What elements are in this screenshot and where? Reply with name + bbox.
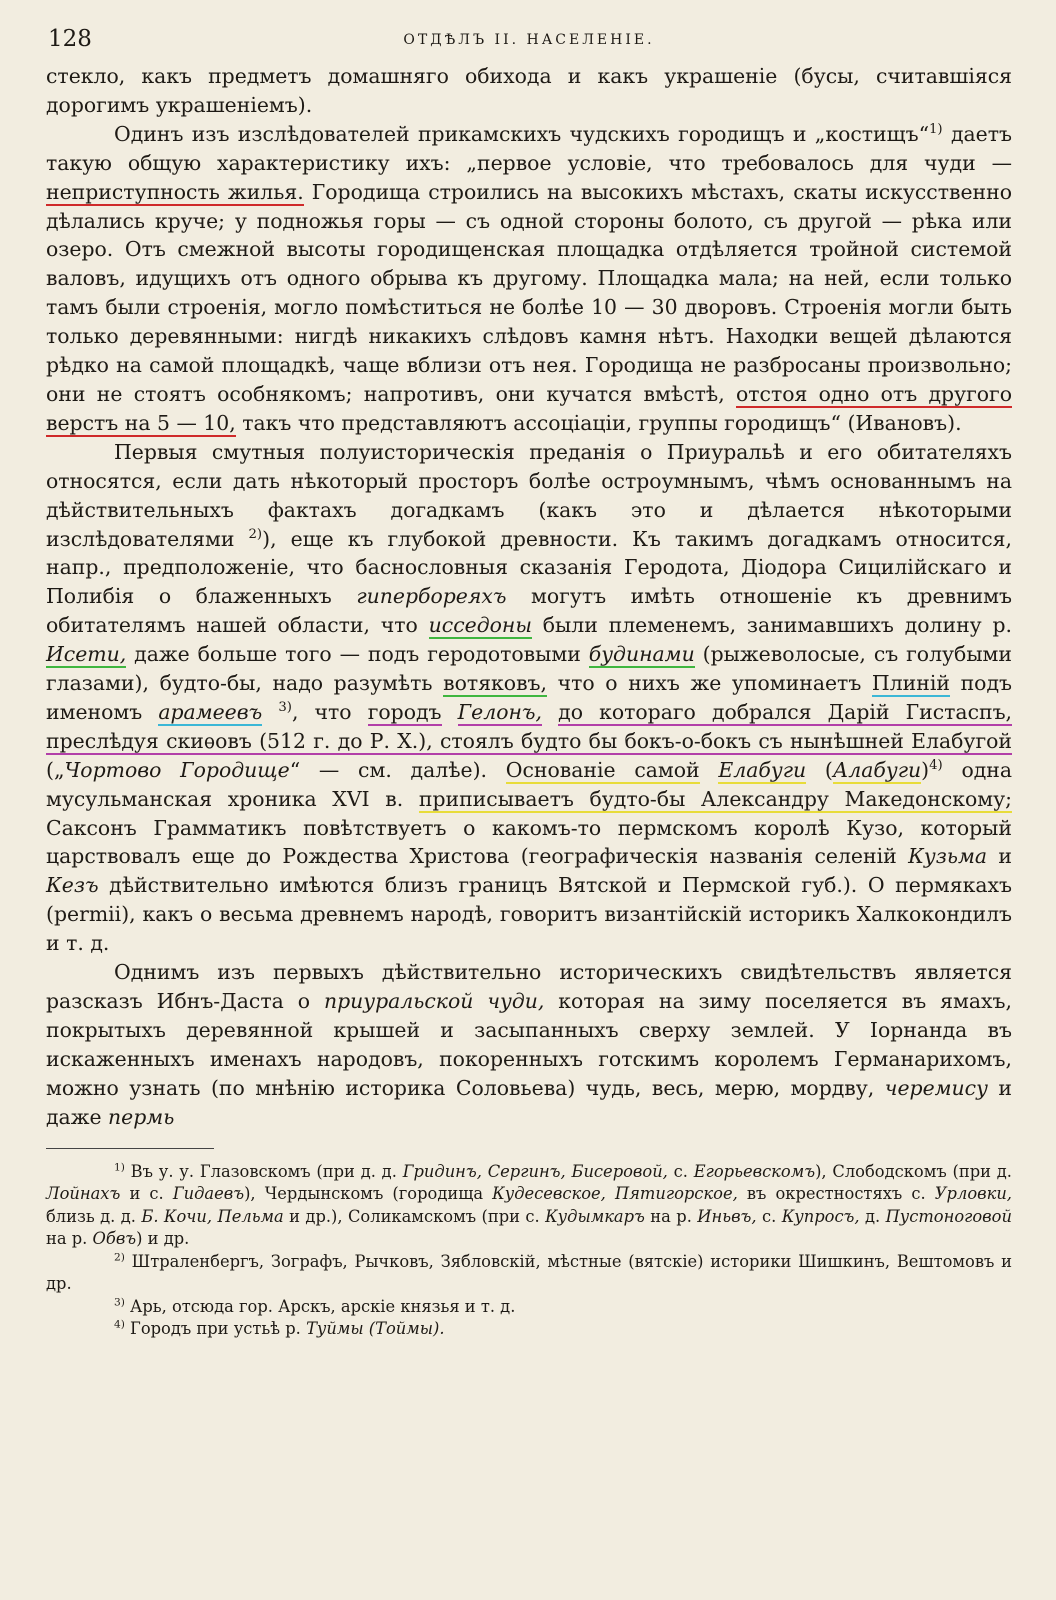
text-run: ) и др. [136, 1229, 190, 1249]
footnote-ref: 1) [929, 122, 943, 138]
footnote-3 [46, 1296, 1012, 1319]
text-run: Арь, отсюда гор. Арскъ, арскіе князья и т. д. [124, 1296, 516, 1316]
blue-underline: Плиній [871, 671, 950, 696]
text-run: на р. [644, 1206, 692, 1226]
text-run: ), еще къ глубокой древности. Къ такимъ догадкамъ относится, напр., предположеніе, что баснословныя сказанія Геродота, Діодора Сицилійскаго и Полибія о блаженныхъ [46, 526, 1012, 609]
running-head: ОТДѢЛЪ II. НАСЕЛЕНІЕ. [403, 32, 655, 48]
text-run: Саксонъ Грамматикъ повѣтствуетъ о какомъ-то пермскомъ королѣ Кузо, который царствовалъ еще до Рождества Христова (географическія названія селеній [46, 815, 1012, 869]
text-run: Городища строились на высокихъ мѣстахъ, скаты искусственно дѣлались круче; у подножья горы — съ одной стороны болото, съ другой — рѣка или озеро. Отъ смежной высоты городищенская площадка отдѣляется тройной системой валовъ, идущихъ отъ одного обрыва къ другому. Площадка мала; на ней, если только тамъ были строенія, могло помѣститься не болѣе 10 — 30 дворовъ. Строенія могли быть только деревянными: нигдѣ никакихъ слѣдовъ камня нѣтъ. Находки вещей дѣлаются рѣдко на самой площадкѣ, чаще вблизи отъ нея. Городища не разбросаны произвольно; они не стоятъ особнякомъ; напротивъ, они кучатся вмѣстѣ, [46, 179, 1012, 406]
red-underline: отстоя одно отъ другого верстъ на 5 — 10, [46, 381, 1012, 435]
green-underline: Исети, [46, 642, 127, 667]
text-run: одна мусульманская хроника XVI в. [46, 757, 1013, 811]
footnotes [46, 1161, 1012, 1341]
text-run: с. [667, 1161, 688, 1181]
text-run: (рыжеволосые, съ голубыми глазами), будто-бы, надо разумѣть [46, 642, 1012, 696]
text-run: Городъ при устьѣ р. [124, 1319, 301, 1339]
text-run: ) [921, 757, 930, 782]
text-run: д. [859, 1206, 881, 1226]
body-text [46, 62, 1012, 1132]
italic-term: Гидаевъ [172, 1184, 245, 1204]
footnote-4 [46, 1318, 1012, 1341]
footnote-divider [46, 1148, 214, 1149]
text-run: ), Слободскомъ (при д. [815, 1161, 1012, 1181]
italic-term: черемису [884, 1075, 988, 1100]
text-run: были племенемъ, занимавшихъ долину р. [531, 613, 1013, 638]
text-run: и [987, 844, 1012, 869]
text-run: могутъ имѣть отношеніе къ древнимъ обитателямъ нашей области, что [46, 584, 1012, 638]
italic-term: Кудымкаръ [545, 1206, 645, 1226]
text-run: даже больше того — подъ геродотовыми [126, 642, 581, 667]
text-run: ), Чердынскомъ (городища [244, 1184, 484, 1204]
text-run: и даже [46, 1075, 1013, 1129]
footnote-ref: 2) [248, 526, 263, 542]
paragraph-1: стекло, какъ предметъ домашняго обихода и какъ украшеніе (бусы, считавшіяся дорогимъ украшеніемъ). [46, 64, 1012, 117]
italic-term: пермь [108, 1104, 175, 1129]
text-run: ( [806, 757, 833, 782]
footnote-ref: 4) [929, 757, 943, 773]
italic-term: Туймы (Тоймы). [306, 1319, 445, 1339]
italic-term: Пустоноговой [885, 1206, 1012, 1226]
italic-term: приуральской чуди, [323, 989, 545, 1013]
green-underline: будинами [588, 642, 695, 667]
italic-term: Б. Кочи, Пельма [141, 1206, 284, 1226]
italic-term: гипербореяхъ [356, 584, 507, 609]
italic-term: Купросъ, [781, 1206, 860, 1226]
yellow-underline: Основаніе самой [505, 757, 700, 782]
footnote-mark: 1) [114, 1161, 125, 1174]
text-run: въ окрестностяхъ с. [737, 1184, 926, 1204]
text-run: и с. [120, 1184, 164, 1204]
yellow-underline: Алабуги [832, 757, 922, 782]
text-run: и др.), Соликамскомъ (при с. [283, 1206, 540, 1226]
italic-term: Чортово Городище [64, 757, 290, 782]
footnote-mark: 4) [114, 1318, 125, 1331]
page-number: 128 [48, 26, 92, 52]
paragraph-2 [46, 120, 1012, 438]
text-run: подъ именомъ [46, 671, 1012, 724]
italic-term: Обвъ [92, 1229, 137, 1249]
footnote-mark: 3) [114, 1296, 125, 1309]
italic-term: Гридинъ, Сергинъ, Бисеровой, [402, 1161, 668, 1181]
yellow-underline: Елабуги [718, 757, 807, 782]
text-run: даетъ такую общую характеристику ихъ: „первое условіе, что требовалось для чуди — [46, 121, 1012, 175]
footnote-ref: 3) [278, 700, 292, 716]
magenta-underline: до котораго добрался Дарій Гистаспъ, преслѣдуя скиѳовъ (512 г. до Р. Х.), стоялъ будто бы бокъ-о-бокъ съ нынѣшней Елабугой [46, 699, 1013, 753]
text-run: („ [46, 757, 65, 782]
green-underline: вотяковъ, [443, 671, 548, 696]
italic-term: Урловки, [934, 1184, 1012, 1204]
paragraph-3 [46, 438, 1012, 958]
text-run: , что [291, 699, 352, 724]
italic-term: Иньвъ, [697, 1206, 757, 1226]
text-run: с. [756, 1206, 777, 1226]
text-run: что о нихъ же упоминаетъ [547, 671, 862, 696]
footnote-mark: 2) [114, 1251, 125, 1264]
text-run: на р. [46, 1229, 88, 1249]
italic-term: Кезъ [46, 873, 99, 898]
blue-underline: арамеевъ [158, 699, 263, 724]
footnote-2 [46, 1251, 1012, 1296]
magenta-underline: Гелонъ, [457, 699, 543, 724]
yellow-underline: приписываетъ будто-бы Александру Македонскому; [418, 786, 1012, 811]
text-run: дѣйствительно имѣются близъ границъ Вятской и Пермской губ.). О пермякахъ (permii), какъ о весьма древнемъ народѣ, говоритъ византійскій историкъ Халкокондилъ и т. д. [46, 873, 1012, 956]
green-underline: исседоны [428, 613, 532, 638]
text-run: близь д. д. [46, 1206, 136, 1226]
italic-term: Кудесевское, Пятигорское, [492, 1184, 738, 1204]
red-underline: неприступность жилья. [46, 179, 304, 204]
italic-term: Кузьма [908, 844, 988, 869]
text-run: Въ у. у. Глазовскомъ (при д. д. [124, 1161, 397, 1181]
text-run: Первыя смутныя полуисторическія преданія о Приуральѣ и его обитателяхъ относятся, если дать нѣкоторый просторъ болѣе остроумнымъ, чѣмъ основаннымъ на дѣйствительныхъ фактахъ догадкамъ (какъ это и дѣлается нѣкоторыми изслѣдователями [46, 439, 1012, 551]
italic-term: Егорьевскомъ [693, 1161, 816, 1181]
text-run: которая на зиму поселяется въ ямахъ, покрытыхъ деревянной крышей и засыпанныхъ сверху землей. У Іорнанда въ искаженныхъ именахъ народовъ, покоренныхъ готскимъ королемъ Германарихомъ, можно узнать (по мнѣнію историка Соловьева) чудь, весь, мерю, мордву, [46, 989, 1013, 1100]
text-run: такъ что представляютъ ассоціаціи, группы городищъ“ (Ивановъ). [235, 410, 962, 435]
page-header [46, 22, 1012, 62]
footnote-1 [46, 1161, 1012, 1251]
magenta-underline: городъ [367, 699, 442, 724]
italic-term: Лойнахъ [46, 1184, 121, 1204]
paragraph-4 [46, 958, 1012, 1131]
text-run: “ — см. далѣе). [289, 757, 488, 782]
text-run: Однимъ изъ первыхъ дѣйствительно историческихъ свидѣтельствъ является разсказъ Ибнъ-Даста о [46, 960, 1012, 1013]
text-run: Штраленбергъ, Зографъ, Рычковъ, Зябловскій, мѣстные (вятскіе) историки Шишкинъ, Вештомовъ и др. [46, 1251, 1012, 1294]
text-run: Одинъ изъ изслѣдователей прикамскихъ чудскихъ городищъ и „костищъ“ [114, 121, 929, 146]
